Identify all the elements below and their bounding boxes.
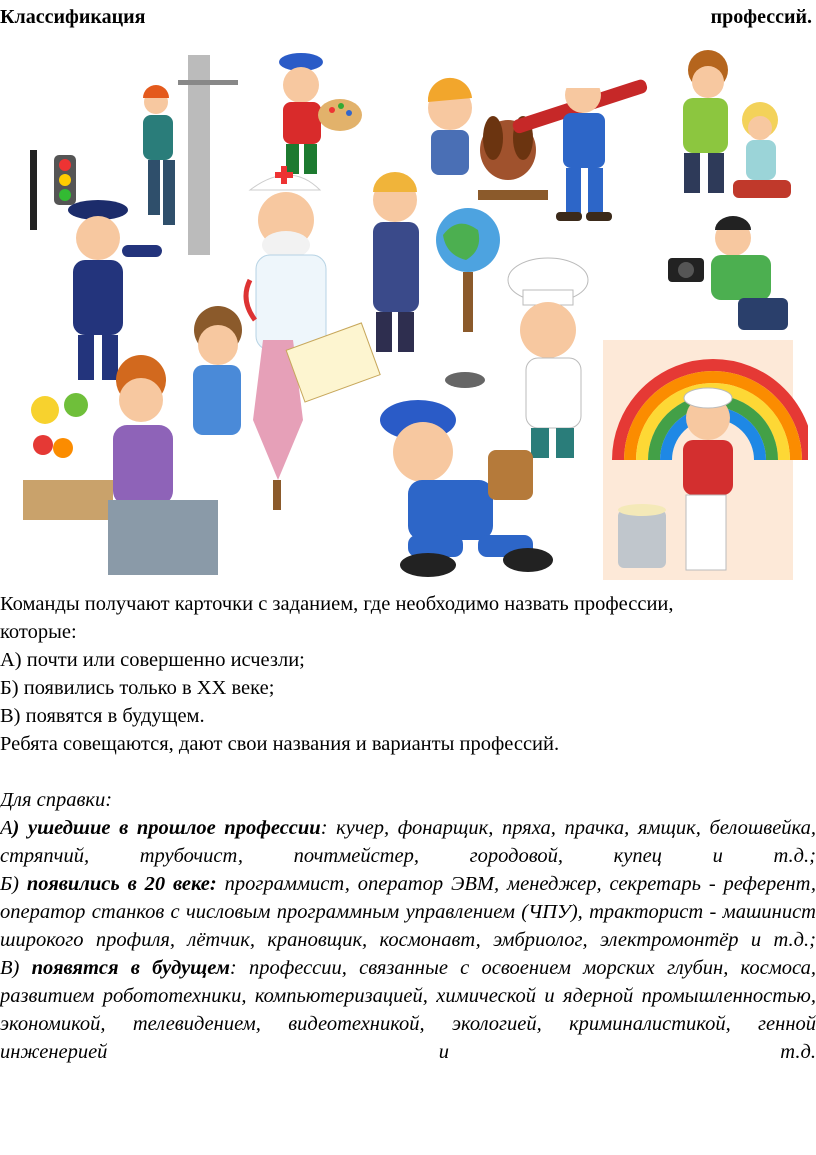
reference-heading: Для справки:: [0, 789, 113, 811]
document-body: [0, 590, 816, 1066]
intro-line: Ребята совещаются, дают свои названия и варианты профессий.: [0, 733, 560, 755]
list-item: Б) появились только в XX веке;: [0, 677, 275, 699]
intro-line: Команды получают карточки с заданием, где необходимо назвать профессии,: [0, 593, 674, 615]
reference-item-b: [0, 870, 816, 954]
professions-illustration: [18, 40, 808, 585]
boy-with-dog-icon: [428, 78, 548, 200]
page-title: [0, 6, 812, 32]
reference-item-a-prefix: А: [0, 817, 13, 839]
postman-icon: [286, 323, 553, 577]
reference-item-c-text: : профессии, связанные с освоением морских глубин, космоса, развитием робототехники, компьютеризацией, химической и ядерной промышленностью, экономикой, телевидением, видеотехникой, экологией, криминалистикой, генной инженерией и т.д.: [0, 957, 816, 1063]
house-painter-icon: [603, 340, 808, 580]
electrician-icon: [143, 55, 238, 255]
reference-item-b-prefix: Б): [0, 873, 27, 895]
intro-line: которые:: [0, 621, 77, 643]
reference-item-c-prefix: В): [0, 957, 32, 979]
reference-item-a-bold: ) ушедшие в прошлое профессии: [12, 817, 321, 839]
painter-artist-icon: [279, 53, 362, 174]
list-item: В) появятся в будущем.: [0, 705, 205, 727]
hairdresser-icon: [683, 50, 791, 198]
saleswoman-icon: [23, 355, 218, 575]
reference-item-a-text: : кучер, фонарщик, пряха, прачка, ямщик, белошвейка, стряпчий, трубочист, почтмейстер, городовой, купец и т.д.;: [0, 817, 816, 867]
title-right: профессий.: [710, 6, 812, 28]
reference-item-c-bold: появятся в будущем: [31, 957, 230, 979]
doctor-icon: [246, 166, 326, 350]
reference-item-b-bold: появились в 20 веке:: [26, 873, 217, 895]
title-left: Классификация: [0, 6, 146, 28]
reference-item-a: [0, 814, 816, 870]
reference-item-c: [0, 954, 816, 1066]
traffic-police-icon: [30, 150, 162, 380]
photographer-icon: [668, 216, 788, 330]
reference-item-b-text: программист, оператор ЭВМ, менеджер, секретарь - референт, оператор станков с числовым программным управлением (ЧПУ), тракторист - машинист широкого профиля, лётчик, крановщик, космонавт, эмбриолог, электромонтёр и т.д.;: [0, 873, 816, 951]
list-item: А) почти или совершенно исчезли;: [0, 649, 305, 671]
